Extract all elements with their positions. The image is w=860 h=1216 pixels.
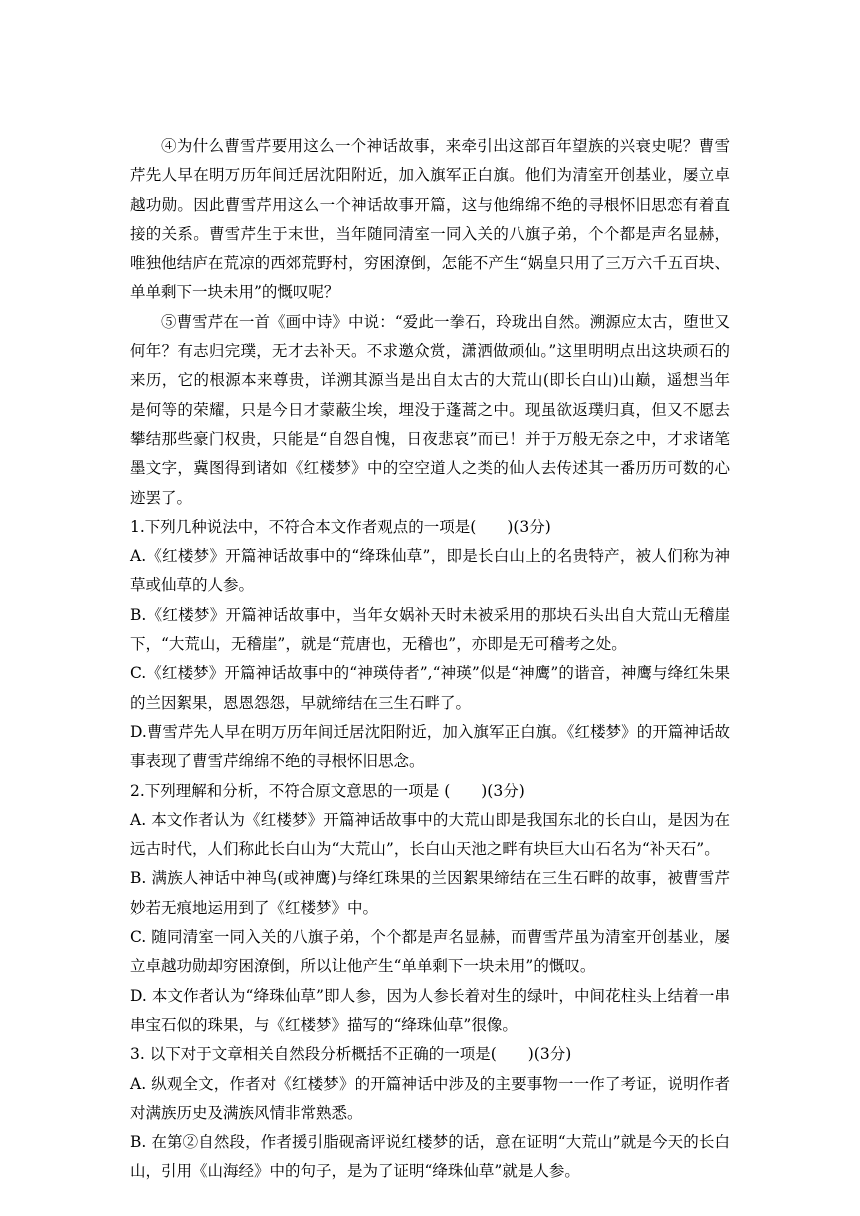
question-1-option-d: D.曹雪芹先人早在明万历年间迁居沈阳附近，加入旗军正白旗。《红楼梦》的开篇神话故事表现了曹雪芹绵绵不绝的寻根怀旧思念。 [130,722,730,771]
question-1-option-b: B.《红楼梦》开篇神话故事中，当年女娲补天时未被采用的那块石头出自大荒山无稽崖下，“大荒山，无稽崖”，就是“荒唐也，无稽也”，亦即是无可稽考之处。 [130,605,730,654]
question-1-stem: 1.下列几种说法中，不符合本文作者观点的一项是( )(3分) [130,517,551,536]
question-3-stem: 3. 以下对于文章相关自然段分析概括不正确的一项是( )(3分) [130,1045,572,1064]
question-1-option-a: A.《红楼梦》开篇神话故事中的“绛珠仙草”，即是长白山上的名贵特产，被人们称为神草或仙草的人参。 [130,547,730,595]
paragraph-4: ④为什么曹雪芹要用这么一个神话故事，来牵引出这部百年望族的兴衰史呢？曹雪芹先人早在明万历年间迁居沈阳附近，加入旗军正白旗。他们为清室开创基业，屡立卓越功勋。因此曹雪芹用这么一个神话故事开篇，这与他绵绵不绝的寻根怀旧思恋有着直接的关系。曹雪芹生于末世，当年随同清室一同入关的八旗子弟，个个都是声名显赫，唯独他结庐在荒凉的西郊荒野村，穷困潦倒，怎能不产生“娲皇只用了三万六千五百块、单单剩下一块未用”的慨叹呢？ [130,137,730,302]
question-2-option-b: B. 满族人神话中神鸟(或神鹰)与绛红珠果的兰因絮果缔结在三生石畔的故事，被曹雪芹妙若无痕地运用到了《红楼梦》中。 [130,869,730,917]
question-3-option-b: B. 在第②自然段，作者援引脂砚斋评说红楼梦的话，意在证明“大荒山”就是今天的长白山，引用《山海经》中的句子，是为了证明“绛珠仙草”就是人参。 [130,1133,730,1181]
question-2-option-d: D. 本文作者认为“绛珠仙草”即人参，因为人参长着对生的绿叶，中间花柱头上结着一串串宝石似的珠果，与《红楼梦》描写的“绛珠仙草”很像。 [130,986,730,1034]
question-2-option-c: C. 随同清室一同入关的八旗子弟，个个都是声名显赫，而曹雪芹虽为清室开创基业，屡立卓越功勋却穷困潦倒，所以让他产生“单单剩下一块未用”的慨叹。 [130,928,730,976]
question-1-option-c: C.《红楼梦》开篇神话故事中的“神瑛侍者”,“神瑛”似是“神鹰”的谐音，神鹰与绛红朱果的兰因絮果，恩恩怨怨，早就缔结在三生石畔了。 [130,664,730,712]
question-3-option-a: A. 纵观全文，作者对《红楼梦》的开篇神话中涉及的主要事物一一作了考证，说明作者对满族历史及满族风情非常熟悉。 [130,1074,730,1122]
paragraph-5: ⑤曹雪芹在一首《画中诗》中说：“爱此一拳石，玲珑出自然。溯源应太古，堕世又何年？有志归完璞，无才去补天。不求邀众赏，潇洒做顽仙。”这里明明点出这块顽石的来历，它的根源本来尊贵，详溯其源当是出自太古的大荒山(即长白山)山巅，遥想当年是何等的荣耀，只是今日才蒙蔽尘埃，埋没于蓬蒿之中。现虽欲返璞归真，但又不愿去攀结那些豪门权贵，只能是“自怨自愧，日夜悲哀”而已！并于万般无奈之中，才求诸笔墨文字，冀图得到诸如《红楼梦》中的空空道人之类的仙人去传述其一番历历可数的心迹罢了。 [130,312,730,507]
document-body [130,132,730,1187]
question-2-option-a: A. 本文作者认为《红楼梦》开篇神话故事中的大荒山即是我国东北的长白山，是因为在远古时代，人们称此长白山为“大荒山”，长白山天池之畔有块巨大山石名为“补天石”。 [130,810,730,859]
question-2-stem: 2.下列理解和分析，不符合原文意思的一项是 ( )(3分) [130,781,525,800]
